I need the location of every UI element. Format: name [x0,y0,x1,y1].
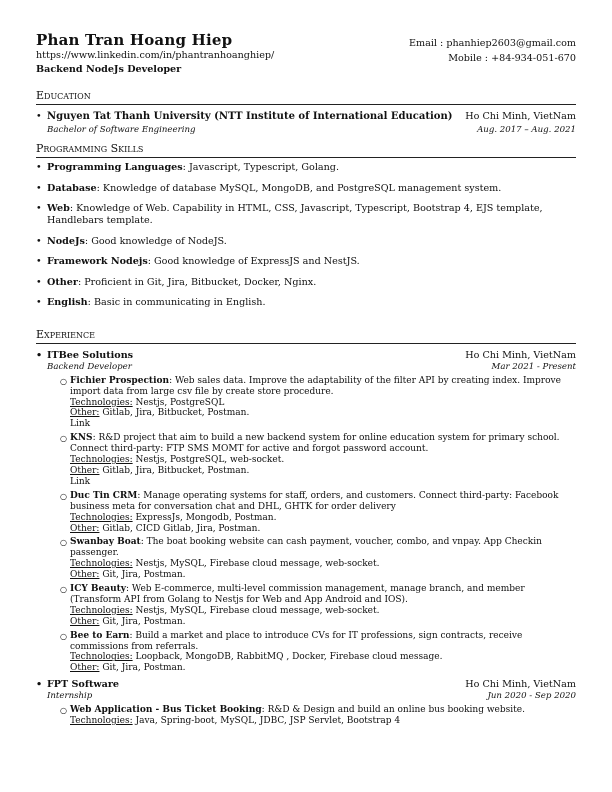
other-label: Other: [70,465,100,476]
other-label: Other: [70,616,100,627]
experience-section [36,328,576,727]
company-role-row [36,691,576,702]
job-role: Internship [47,691,93,702]
project-name: Duc Tin CRM [70,490,138,501]
other-list: Git, Jira, Postman. [99,570,186,581]
project-name: KNS [70,433,93,444]
other-label: Other: [70,408,100,419]
tech-list: Nestjs, MySQL, Firebase cloud message, web-socket. [132,559,380,570]
bullet-icon: • [36,203,42,215]
skill-text: : Proficient in Git, Jira, Bitbucket, Docker, Nginx. [77,276,317,288]
school-location: Ho Chi Minh, VietNam [465,111,576,122]
skill-text: : Basic in communicating in English. [87,297,266,309]
project-desc: : The boat booking website can cash payment, voucher, combo, and vnpay. App Checkin passenger. [70,537,542,559]
tech-list: ExpressJs, Mongodb, Postman. [132,512,277,523]
project-item [36,705,576,727]
other-label: Other: [70,570,100,581]
project-item [36,584,576,628]
degree: Bachelor of Software Engineering [47,124,196,135]
skill-text: : Knowledge of Web. Capability in HTML, CSS, Javascript, Typescript, Bootstrap 4, EJS template, Handlebars template. [47,203,543,227]
tech-list: Nestjs, PostgreSQL, web-socket. [132,455,285,466]
tech-label: Technologies: [70,715,133,726]
education-section [36,89,576,135]
tech-list: Nestjs, PostgreSQL [132,397,225,408]
tech-list: Nestjs, MySQL, Firebase cloud message, web-socket. [132,605,380,616]
tech-label: Technologies: [70,652,133,663]
bullet-icon: • [36,182,42,194]
circle-bullet-icon: ○ [60,585,67,595]
company-location: Ho Chi Minh, VietNam [465,350,576,361]
tech-list: Java, Spring-boot, MySQL, JDBC, JSP Servlet, Bootstrap 4 [132,715,401,726]
email-label: Email : [409,38,444,49]
section-title-skills: Programming Skills [36,142,576,158]
project-name: Swanbay Boat [70,537,141,548]
project-desc: : Manage operating systems for staff, orders, and customers. Connect third-party: Facebook business meta for conversation chat and DHL, GHTK for order delivery [70,490,559,512]
bullet-icon: • [36,276,42,288]
skill-item [36,277,576,289]
skill-label: Web [47,203,70,215]
education-detail [36,125,576,136]
circle-bullet-icon: ○ [60,376,67,386]
skill-label: NodeJs [47,235,85,247]
bullet-icon: • [36,350,43,361]
bullet-icon: • [36,162,42,173]
project-item [36,631,576,675]
education-entry [36,111,576,124]
skill-text: : Good knowledge of ExpressJS and NestJS. [147,256,360,268]
other-label: Other: [70,523,100,534]
skill-text: : Good knowledge of NodeJS. [84,235,227,247]
tech-label: Technologies: [70,455,133,466]
candidate-name: Phan Tran Hoang Hiep [36,31,233,49]
skills-list [36,162,576,309]
skill-item [36,236,576,248]
skill-item [36,297,576,309]
bullet-icon: • [36,297,42,309]
project-name: ICY Beauty [70,584,127,595]
tech-label: Technologies: [70,397,133,408]
job-dates: Mar 2021 - Present [491,361,576,372]
bullet-icon: • [36,235,42,247]
skill-label: Programming Languages [47,162,183,173]
other-list: Git, Jira, Postman. [99,616,186,627]
project-desc: : R&D project that aim to build a new backend system for online education system for primary school. Connect third-party: FTP SMS MOMT for active and forgot password account. [70,433,560,455]
company-name: ITBee Solutions [47,350,134,361]
other-label: Other: [70,663,100,674]
bullet-icon: • [36,111,42,122]
other-list: Gitlab, CICD Gitlab, Jira, Postman. [99,523,261,534]
candidate-role: Backend NodeJs Developer [36,64,182,75]
circle-bullet-icon: ○ [60,631,67,641]
project-name: Bee to Earn [70,630,130,641]
skill-item [36,256,576,268]
contact-info [409,36,576,66]
job-role: Backend Developer [47,361,132,372]
project-desc: : Web E-commerce, multi-level commission management, manage branch, and member (Transform API from Golang to Nestjs for Web and App Android and IOS). [70,584,525,605]
section-title-education: Education [36,89,576,105]
company-entry [36,679,576,691]
project-name: Fichier Prospection [70,375,170,386]
bullet-icon: • [36,256,42,268]
circle-bullet-icon: ○ [60,434,67,444]
project-link[interactable]: Link [70,419,91,430]
tech-list: Loopback, MongoDB, RabbitMQ , Docker, Firebase cloud message. [132,652,443,663]
tech-label: Technologies: [70,512,133,523]
project-item [36,491,576,535]
bullet-icon: • [36,679,43,691]
resume-header [36,31,576,77]
tech-label: Technologies: [70,605,133,616]
skill-label: Other [47,276,78,288]
project-desc: : Build a market and place to introduce CVs for IT professions, sign contracts, receive commissions from referrals. [70,630,523,652]
job-dates: Jun 2020 - Sep 2020 [487,691,576,702]
skill-text: : Knowledge of database MySQL, MongoDB, and PostgreSQL management system. [96,182,502,194]
skill-item [36,183,576,195]
section-title-experience: Experience [36,328,576,344]
company-name: FPT Software [47,679,120,691]
skill-item [36,203,576,227]
project-item [36,433,576,488]
school-name: Nguyen Tat Thanh University (NTT Institute of International Education) [47,111,453,122]
skill-label: Framework Nodejs [47,256,148,268]
skill-item [36,162,576,174]
mobile-label: Mobile : [448,53,489,64]
project-desc: : Web sales data. Improve the adaptability of the filter API by creating index. Improve import data from large csv file by create store procedure. [70,375,561,397]
circle-bullet-icon: ○ [60,538,67,548]
linkedin-link[interactable]: https://www.linkedin.com/in/phantranhoanghiep/ [36,50,275,61]
circle-bullet-icon: ○ [60,706,67,715]
project-item [36,537,576,581]
project-link[interactable]: Link [70,476,91,487]
project-name: Web Application - Bus Ticket Booking [70,705,262,715]
education-dates: Aug. 2017 – Aug. 2021 [477,124,576,135]
skill-text: : Javascript, Typescript, Golang. [182,162,339,173]
company-location: Ho Chi Minh, VietNam [465,679,576,691]
email-link[interactable]: phanhiep2603@gmail.com [446,38,576,49]
skills-section [36,142,576,318]
mobile-number: +84-934-051-670 [491,53,576,64]
company-entry [36,350,576,362]
skill-label: English [47,297,88,309]
tech-label: Technologies: [70,559,133,570]
company-role-row [36,362,576,373]
skill-label: Database [47,182,97,194]
project-desc: : R&D & Design and build an online bus booking website. [261,705,525,715]
circle-bullet-icon: ○ [60,491,67,501]
other-list: Gitlab, Jira, Bitbucket, Postman. [99,408,250,419]
other-list: Git, Jira, Postman. [99,663,186,674]
other-list: Gitlab, Jira, Bitbucket, Postman. [99,465,250,476]
project-item [36,376,576,431]
